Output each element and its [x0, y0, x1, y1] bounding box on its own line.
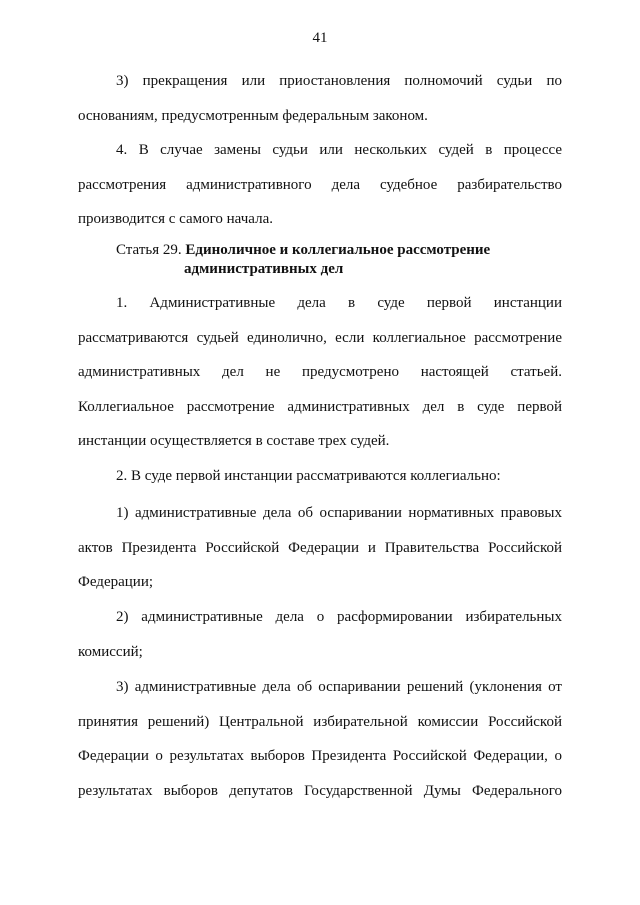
article-title-line1: Единоличное и коллегиальное рассмотрение [185, 242, 491, 258]
text-line: 1) административные дела об оспаривании нормативных правовых [116, 505, 562, 521]
paragraph-item-1 [78, 496, 562, 600]
text-line: 4. В случае замены судьи или нескольких судей в процессе [116, 142, 562, 158]
text-line: основаниям, предусмотренным федеральным законом. [78, 107, 428, 124]
text-line: комиссий; [78, 643, 143, 660]
text-line: инстанции осуществляется в составе трех судей. [78, 433, 390, 450]
paragraph-termination [78, 64, 562, 133]
text-line: актов Президента Российской Федерации и Правительства Российской [78, 539, 562, 556]
article-heading [116, 241, 490, 279]
page-number: 41 [312, 30, 328, 46]
paragraph-collegial-intro [78, 459, 562, 494]
article-label: Статья 29. [116, 242, 182, 258]
text-line: 1. Административные дела в суде первой инстанции [116, 295, 562, 311]
paragraph-item-2 [78, 600, 562, 669]
text-line: производится с самого начала. [78, 211, 273, 228]
paragraph-judge-replacement [78, 133, 562, 237]
text-line: административных дел не предусмотрено настоящей статьей. [78, 364, 562, 381]
text-line: принятия решений) Центральной избирательной комиссии Российской [78, 713, 562, 730]
paragraph-item-3 [78, 670, 562, 808]
article-title-line2: административных дел [184, 261, 344, 277]
text-line: рассмотрения административного дела судебное разбирательство [78, 176, 562, 193]
text-line: 3) прекращения или приостановления полномочий судьи по [116, 73, 562, 89]
text-line: Федерации; [78, 574, 154, 591]
text-line: рассматриваются судьей единолично, если коллегиальное рассмотрение [78, 329, 562, 346]
text-line: 2) административные дела о расформировании избирательных [116, 609, 562, 625]
text-line: Федерации о результатах выборов Президента Российской Федерации, о [78, 748, 562, 765]
text-line: результатах выборов депутатов Государственной Думы Федерального [78, 782, 562, 799]
text-line: Коллегиальное рассмотрение административных дел в суде первой [78, 398, 562, 415]
text-line: 2. В суде первой инстанции рассматриваются коллегиально: [116, 468, 501, 484]
text-line: 3) административные дела об оспаривании решений (уклонения от [116, 679, 562, 695]
paragraph-sole-review [78, 286, 562, 459]
